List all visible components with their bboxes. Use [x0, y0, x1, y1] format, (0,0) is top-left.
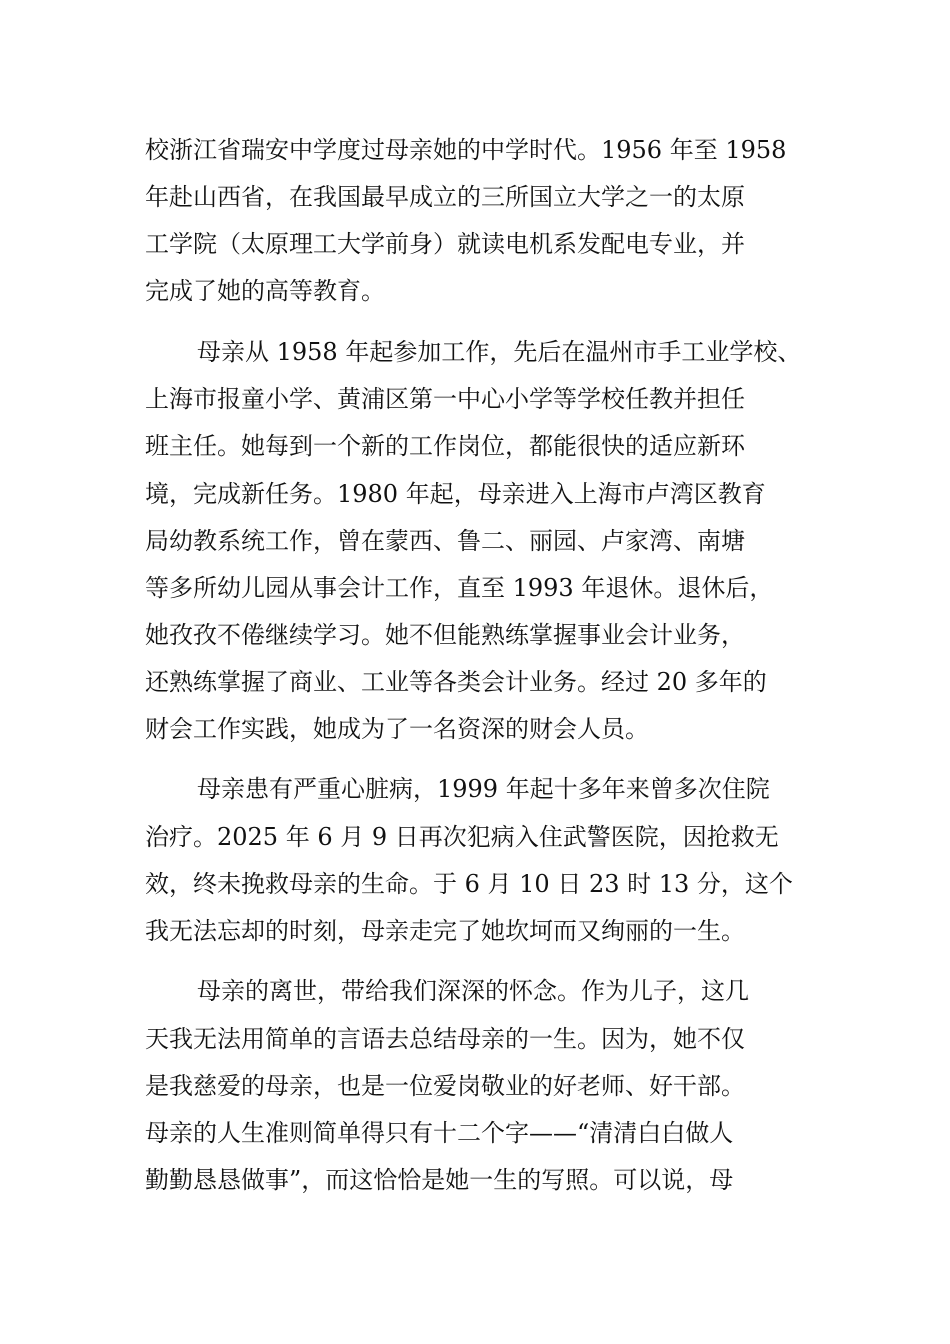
- text-line: 天我无法用简单的言语去总结母亲的一生。因为，她不仅: [145, 1025, 745, 1053]
- text-line: 效，终未挽救母亲的生命。于 6 月 10 日 23 时 13 分，这个: [145, 870, 793, 898]
- text-line: 我无法忘却的时刻，母亲走完了她坎坷而又绚丽的一生。: [145, 917, 745, 945]
- text-line: 母亲从 1958 年起参加工作，先后在温州市手工业学校、: [197, 338, 802, 366]
- text-line: 治疗。2025 年 6 月 9 日再次犯病入住武警医院，因抢救无: [145, 823, 779, 851]
- text-line: 境，完成新任务。1980 年起，母亲进入上海市卢湾区教育: [145, 480, 766, 508]
- text-line: 母亲的人生准则简单得只有十二个字——“清清白白做人: [145, 1119, 734, 1147]
- text-line: 完成了她的高等教育。: [145, 277, 385, 305]
- text-line: 财会工作实践，她成为了一名资深的财会人员。: [145, 715, 649, 743]
- text-line: 母亲患有严重心脏病，1999 年起十多年来曾多次住院: [197, 775, 770, 803]
- text-line: 工学院（太原理工大学前身）就读电机系发配电专业，并: [145, 230, 745, 258]
- text-line: 班主任。她每到一个新的工作岗位，都能很快的适应新环: [145, 432, 745, 460]
- text-line: 上海市报童小学、黄浦区第一中心小学等学校任教并担任: [145, 385, 745, 413]
- text-line: 勤勤恳恳做事”，而这恰恰是她一生的写照。可以说，母: [145, 1166, 734, 1194]
- text-line: 母亲的离世，带给我们深深的怀念。作为儿子，这几: [197, 977, 749, 1005]
- text-line: 校浙江省瑞安中学度过母亲她的中学时代。1956 年至 1958: [145, 136, 787, 164]
- text-line: 还熟练掌握了商业、工业等各类会计业务。经过 20 多年的: [145, 668, 767, 696]
- text-line: 局幼教系统工作，曾在蒙西、鲁二、丽园、卢家湾、南塘: [145, 527, 745, 555]
- text-line: 她孜孜不倦继续学习。她不但能熟练掌握事业会计业务，: [145, 621, 745, 649]
- text-line: 等多所幼儿园从事会计工作，直至 1993 年退休。退休后，: [145, 574, 774, 602]
- text-line: 年赴山西省，在我国最早成立的三所国立大学之一的太原: [145, 183, 745, 211]
- text-line: 是我慈爱的母亲，也是一位爱岗敬业的好老师、好干部。: [145, 1072, 745, 1100]
